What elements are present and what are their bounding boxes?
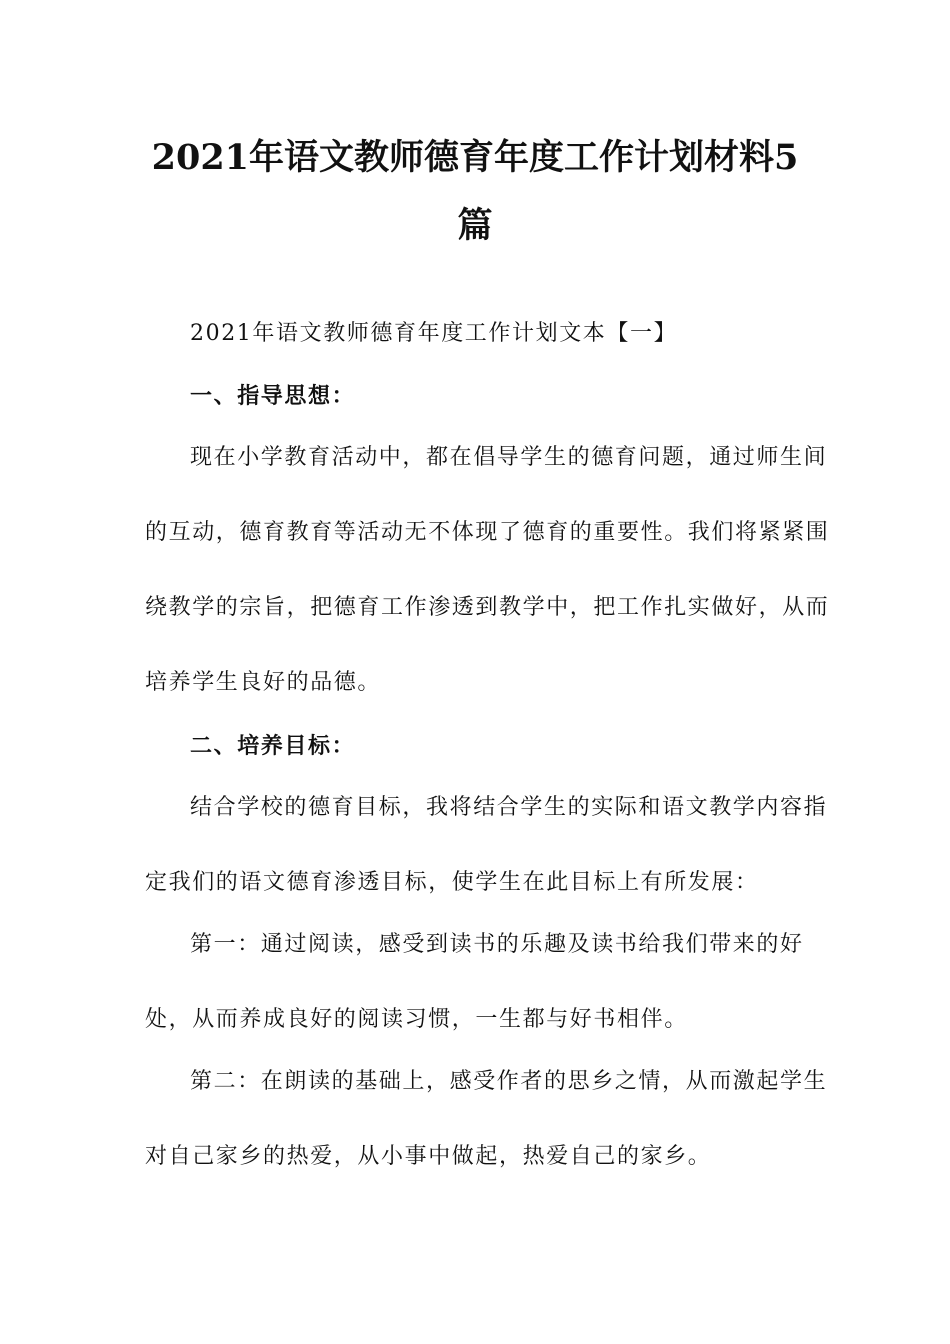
paragraph-line: 绕教学的宗旨，把德育工作渗透到教学中，把工作扎实做好，从而 xyxy=(145,595,830,620)
paragraph-line: 第一：通过阅读，感受到读书的乐趣及读书给我们带来的好 xyxy=(190,932,804,957)
paragraph-line: 处，从而养成良好的阅读习惯，一生都与好书相伴。 xyxy=(145,1007,688,1032)
paragraph-line: 定我们的语文德育渗透目标，使学生在此目标上有所发展： xyxy=(145,870,759,895)
paragraph-line: 的互动，德育教育等活动无不体现了德育的重要性。我们将紧紧围 xyxy=(145,520,830,545)
paragraph-line: 结合学校的德育目标，我将结合学生的实际和语文教学内容指 xyxy=(190,795,828,820)
document-title-line-2: 篇 xyxy=(457,205,493,246)
heading-guiding-thought: 一、指导思想： xyxy=(190,383,356,409)
paragraph-line: 现在小学教育活动中，都在倡导学生的德育问题，通过师生间 xyxy=(190,445,828,470)
paragraph-line: 对自己家乡的热爱，从小事中做起，热爱自己的家乡。 xyxy=(145,1144,712,1169)
paragraph-line: 培养学生良好的品德。 xyxy=(145,670,382,695)
document-title-line-1: 2021年语文教师德育年度工作计划材料5 xyxy=(151,137,799,178)
section-heading: 2021年语文教师德育年度工作计划文本【一】 xyxy=(190,321,678,346)
heading-training-goals: 二、培养目标： xyxy=(190,733,356,759)
paragraph-line: 第二：在朗读的基础上，感受作者的思乡之情，从而激起学生 xyxy=(190,1069,828,1094)
